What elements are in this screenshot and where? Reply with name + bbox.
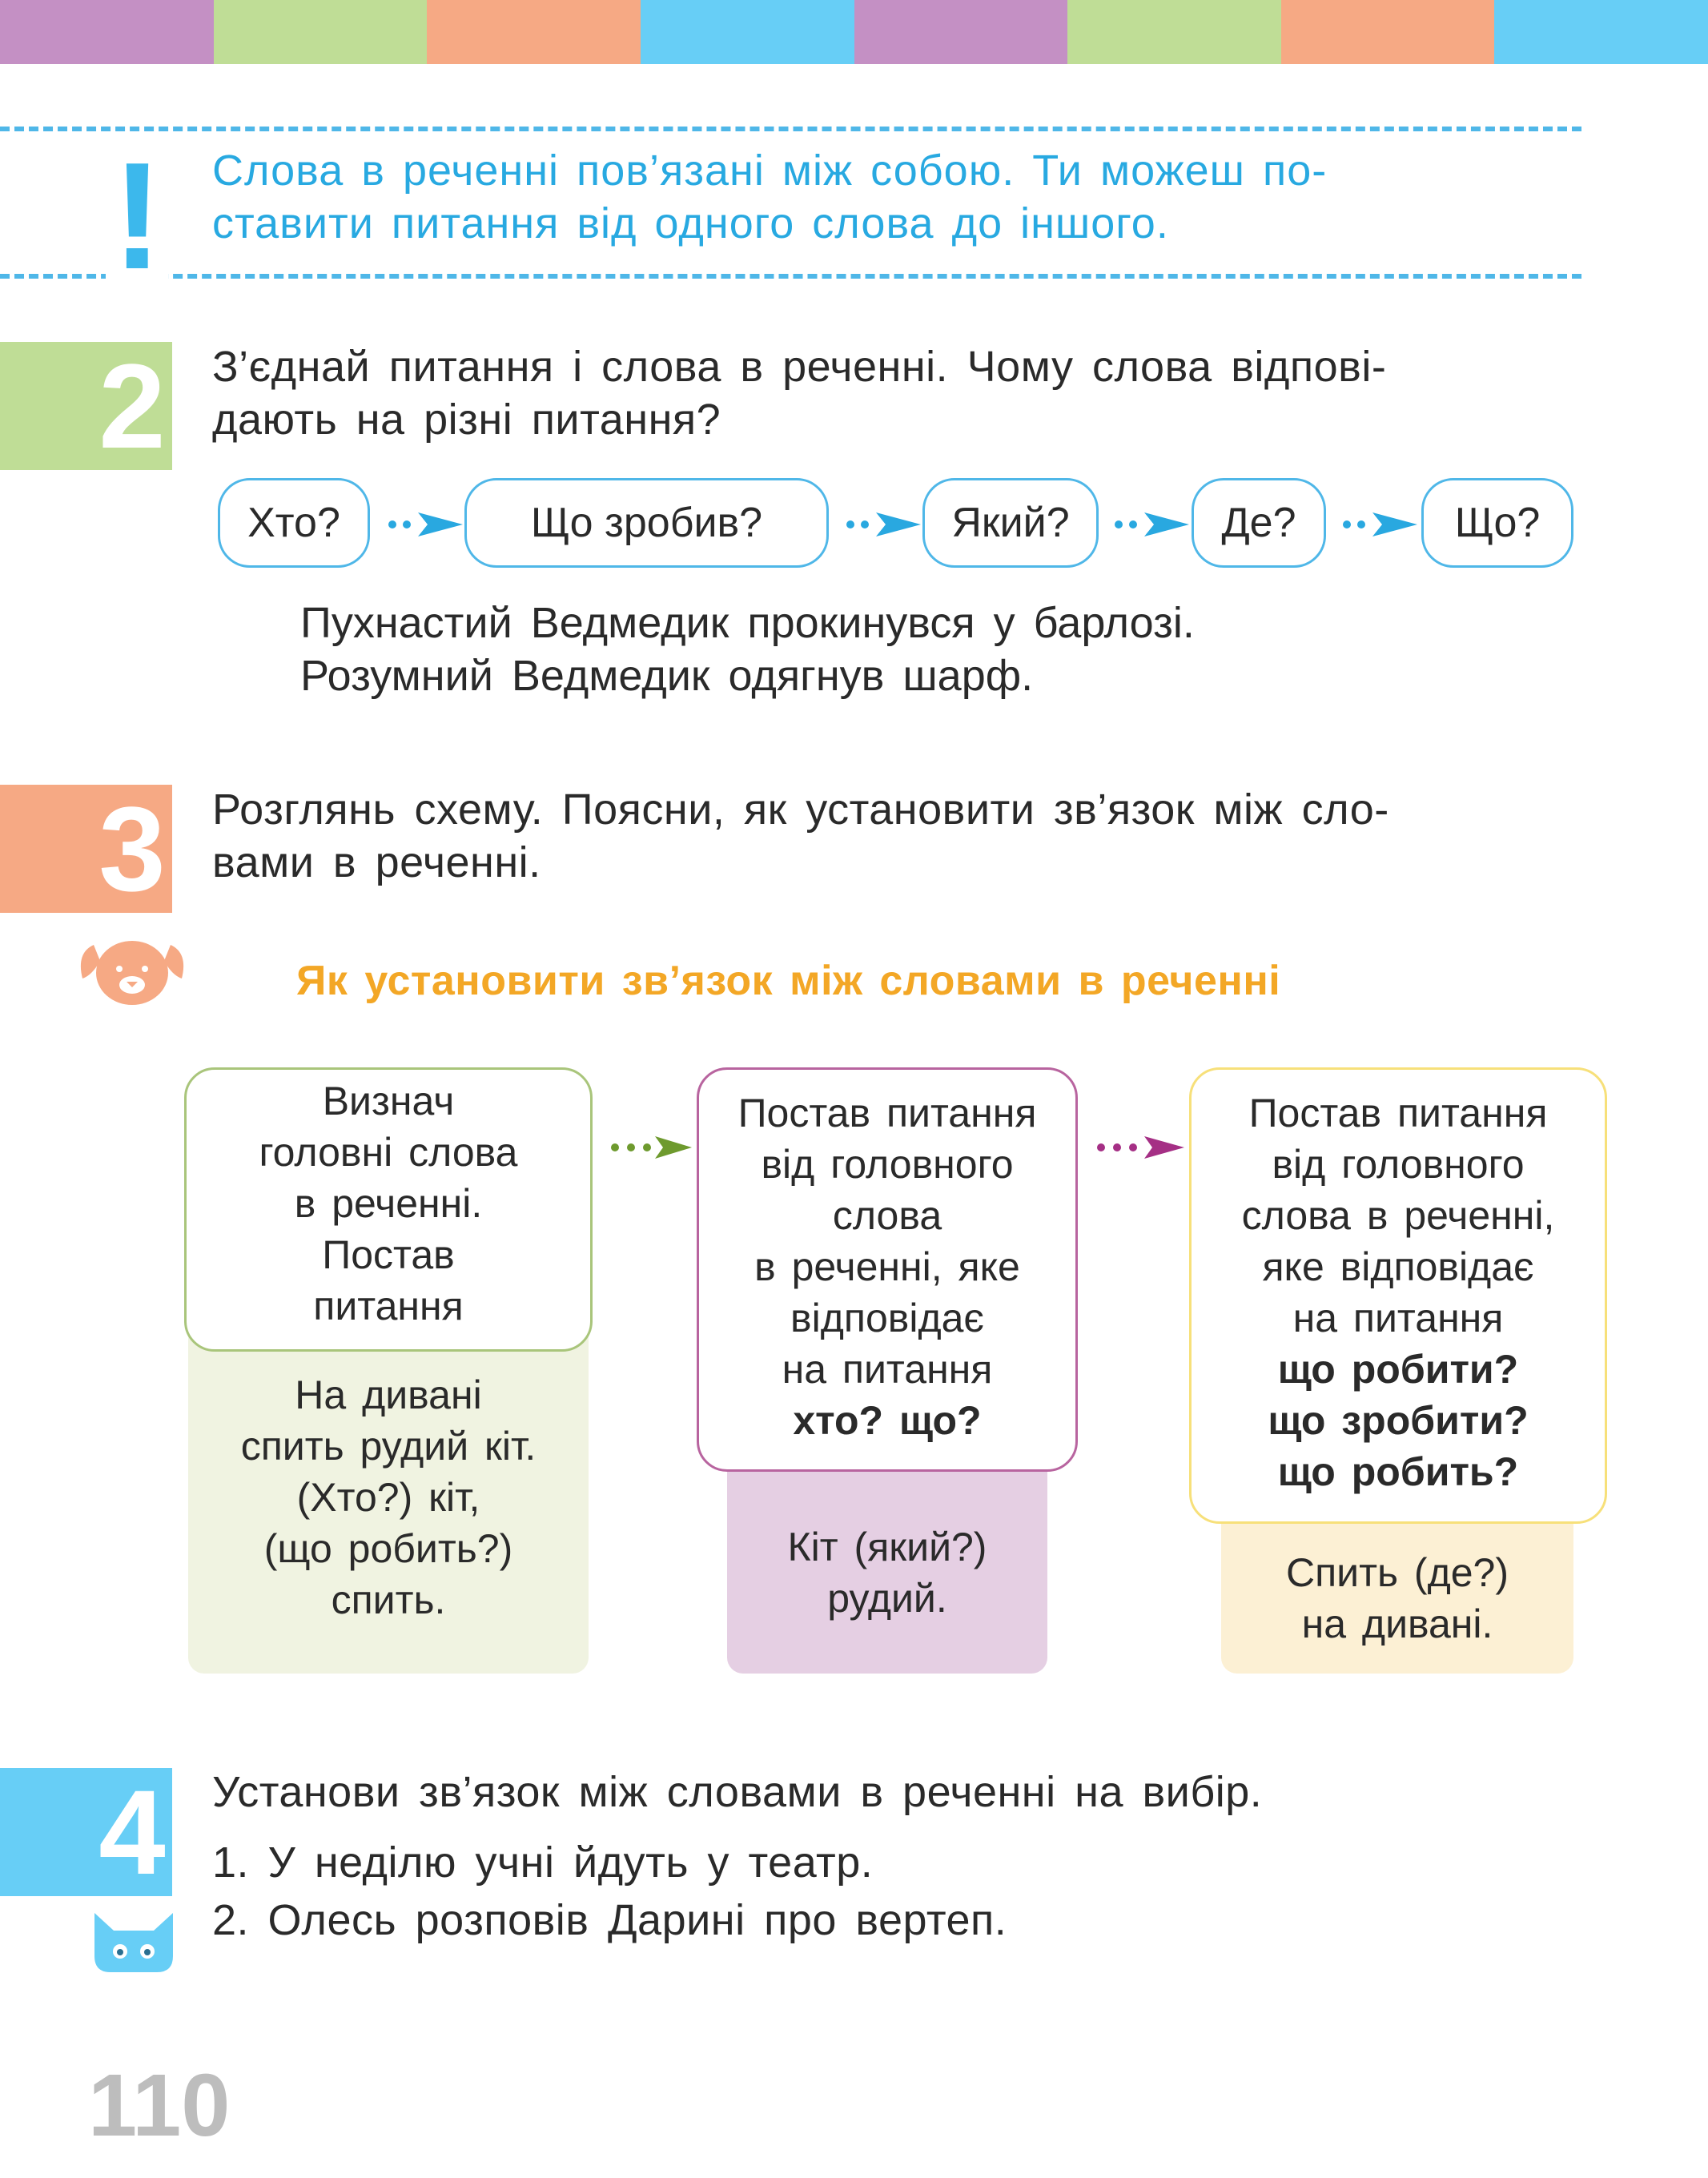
bold-question: що робить?: [1277, 1449, 1519, 1494]
task-2-sentences: [300, 597, 1501, 702]
step-3-example: [1221, 1547, 1573, 1650]
example-line: спить рудий кіт.: [240, 1424, 537, 1469]
example-line: (що робить?): [263, 1526, 513, 1571]
strip-segment: [1281, 0, 1495, 64]
rule-note: [212, 144, 1573, 250]
arrow-right-icon: [1337, 496, 1421, 553]
task-number: 2: [98, 339, 166, 473]
task-4-badge: [0, 1765, 172, 1899]
exclamation-icon: !: [112, 131, 163, 301]
step-2-text: [705, 1087, 1070, 1446]
example-line: спить.: [331, 1577, 446, 1622]
cat-face-icon: [90, 1910, 178, 1974]
note-bottom-dashed-line: [0, 274, 1581, 279]
task-4-instruction: [212, 1766, 1589, 1818]
scheme-title: Як установити зв’язок між словами в реченні: [296, 958, 1281, 1004]
arrow-right-icon: [841, 496, 925, 553]
card-line: Постав питання: [1248, 1091, 1548, 1135]
step-1-example: [192, 1369, 585, 1625]
card-line: Постав: [322, 1232, 455, 1277]
card-line-bold: [1197, 1446, 1599, 1497]
strip-segment: [641, 0, 854, 64]
strip-segment: [214, 0, 428, 64]
bold-question: що зробити?: [1268, 1398, 1529, 1443]
task-2-instruction: [212, 340, 1589, 446]
card-line: слова в реченні,: [1241, 1193, 1555, 1238]
task-number: 3: [98, 782, 166, 916]
arrow-right-icon: [383, 496, 467, 553]
task-2-badge: [0, 339, 172, 473]
card-line-bold: [705, 1395, 1070, 1446]
card-line-bold: [1197, 1395, 1599, 1446]
strip-segment: [0, 0, 214, 64]
strip-segment: [854, 0, 1068, 64]
example-line: Спить (де?): [1285, 1550, 1509, 1595]
card-line: слова: [832, 1193, 942, 1238]
bold-question: що робити?: [1277, 1347, 1519, 1392]
example-line: на дивані.: [1301, 1601, 1493, 1646]
list-item: 1. У неділю учні йдуть у театр.: [212, 1838, 874, 1887]
example-sentence: Пухнастий Ведмедик прокинувся у барлозі.: [300, 599, 1195, 647]
list-item: 2. Олесь розповів Дарині про вертеп.: [212, 1896, 1007, 1944]
task-number: 4: [98, 1765, 166, 1899]
note-top-dashed-line: [0, 127, 1581, 131]
question-box: Що?: [1421, 478, 1573, 568]
header-color-strip: [0, 0, 1708, 64]
card-line: в реченні, яке: [754, 1244, 1020, 1289]
task-4-items: [212, 1834, 1589, 1949]
strip-segment: [1494, 0, 1708, 64]
question-box: Який?: [922, 478, 1099, 568]
card-line: в реченні.: [294, 1181, 483, 1226]
example-sentence: Розумний Ведмедик одягнув шарф.: [300, 652, 1034, 700]
task-3-instruction: [212, 783, 1589, 889]
question-box: Де?: [1192, 478, 1326, 568]
instruction-line: З’єднай питання і слова в реченні. Чому слова відпові-: [212, 343, 1387, 391]
example-line: На дивані: [295, 1372, 482, 1417]
card-line: Постав питання: [737, 1091, 1037, 1135]
example-line: Кіт (який?): [787, 1525, 987, 1569]
instruction-line: Розглянь схему. Поясни, як установити зв’язок між сло-: [212, 786, 1389, 834]
arrow-right-icon: [1093, 1123, 1189, 1171]
dog-face-icon: [76, 929, 188, 1009]
card-line: питання: [313, 1284, 464, 1328]
card-line: на питання: [1292, 1296, 1504, 1340]
arrow-right-icon: [607, 1123, 695, 1171]
bold-question: хто? що?: [793, 1398, 982, 1443]
strip-segment: [427, 0, 641, 64]
card-line: яке відповідає: [1262, 1244, 1534, 1289]
card-line: на питання: [782, 1347, 993, 1392]
card-line: головні слова: [259, 1130, 518, 1175]
strip-segment: [1067, 0, 1281, 64]
card-line: від головного: [761, 1142, 1014, 1187]
arrow-right-icon: [1109, 496, 1193, 553]
card-line-bold: [1197, 1344, 1599, 1395]
card-line: від головного: [1272, 1142, 1525, 1187]
instruction-line: дають на різні питання?: [212, 396, 721, 444]
rule-note-line: ставити питання від одного слова до іншого.: [212, 199, 1169, 247]
example-line: рудий.: [827, 1576, 947, 1621]
instruction-line: Установи зв’язок між словами в реченні на вибір.: [212, 1768, 1263, 1816]
question-box: Що зробив?: [464, 478, 829, 568]
card-line: відповідає: [790, 1296, 984, 1340]
card-line: Визнач: [322, 1079, 455, 1123]
step-3-text: [1197, 1087, 1599, 1497]
question-box: Хто?: [218, 478, 370, 568]
instruction-line: вами в реченні.: [212, 838, 541, 886]
task-3-badge: [0, 782, 172, 916]
example-line: (Хто?) кіт,: [296, 1475, 480, 1520]
page-number: 110: [88, 2056, 231, 2155]
step-2-example: [729, 1521, 1046, 1624]
step-1-text: [196, 1075, 581, 1332]
rule-note-line: Слова в реченні пов’язані між собою. Ти можеш по-: [212, 147, 1328, 195]
